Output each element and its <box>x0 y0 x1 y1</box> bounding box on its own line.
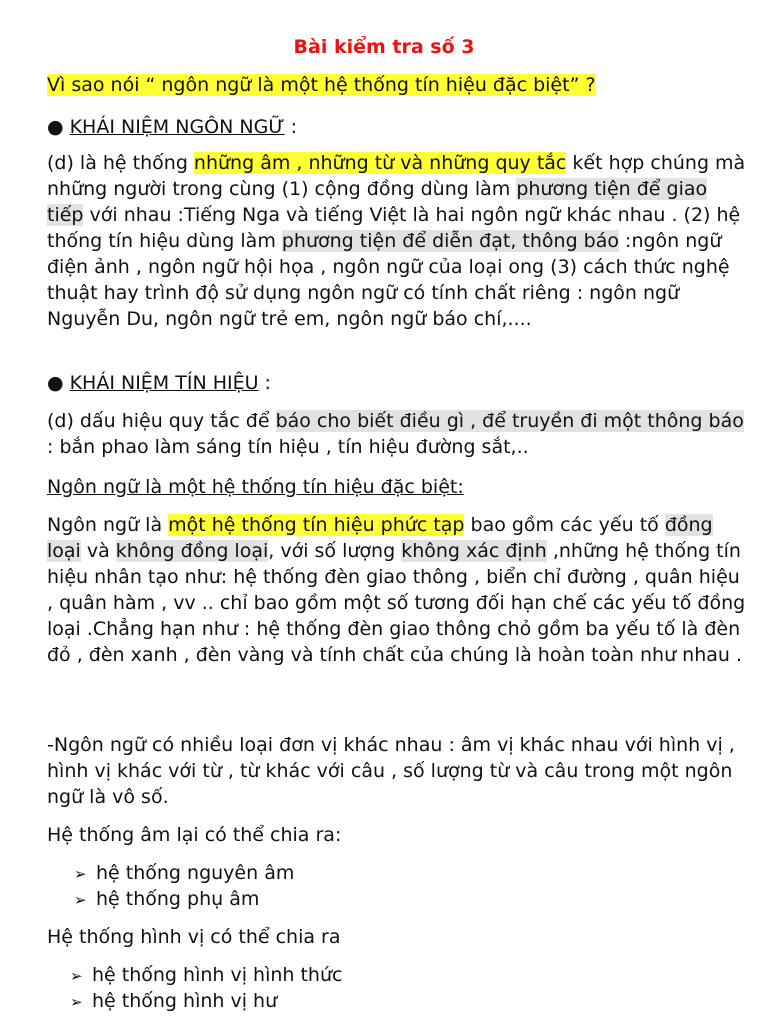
arrow-bullet-icon: ➢ <box>70 967 83 985</box>
arrow-bullet-icon: ➢ <box>74 891 87 909</box>
paragraph-he-thong-hinh-vi: Hệ thống hình vị có thể chia ra <box>47 926 341 948</box>
highlight: những âm , những từ và những quy tắc <box>193 152 567 174</box>
paragraph-dac-biet: Ngôn ngữ là một hệ thống tín hiệu phức tạp bao gồm các yếu tố đồng loại và không đồng loại, với số lượng không xác định ,những hệ thống tín hiệu nhân tạo như: hệ thống đèn giao thông , biển chỉ đường , quân hiệu , quân hàm , vv .. chỉ bao gồm một số tương đối hạn chế các yếu tố đồng loại .Chẳng hạn như : hệ thống đèn giao thông chỏ gồm ba yếu tố là đèn đỏ , đèn xanh , đèn vàng và tính chất của chúng là hoàn toàn như nhau . <box>47 514 746 666</box>
highlight: phương tiện để giao tiếp <box>47 178 708 226</box>
section-heading-tin-hieu: ● KHÁI NIỆM TÍN HIỆU : <box>47 372 271 394</box>
section-heading-ngon-ngu: ● KHÁI NIỆM NGÔN NGỮ : <box>47 116 298 138</box>
paragraph-ngon-ngu: (d) là hệ thống những âm , những từ và những quy tắc kết hợp chúng mà những người trong cùng (1) cộng đồng dùng làm phương tiện để giao tiếp với nhau :Tiếng Nga và tiếng Việt là hai ngôn ngữ khác nhau . (2) hệ thống tín hiệu dùng làm phương tiện để diễn đạt, thông báo :ngôn ngữ điện ảnh , ngôn ngữ hội họa , ngôn ngữ của loại ong (3) cách thức nghệ thuật hay trình độ sử dụng ngôn ngữ có tính chất riêng : ngôn ngữ Nguyễn Du, ngôn ngữ trẻ em, ngôn ngữ báo chí,.... <box>47 152 746 330</box>
bullet-icon: ● <box>47 372 64 394</box>
highlight: báo cho biết điều gì , để truyền đi một thông báo <box>275 410 744 432</box>
paragraph-tin-hieu: (d) dấu hiệu quy tắc để báo cho biết điều gì , để truyền đi một thông báo : bắn phao làm sáng tín hiệu , tín hiệu đường sắt,.. <box>47 410 744 458</box>
highlight: không đồng loại <box>115 540 269 562</box>
document-title: Bài kiểm tra số 3 <box>293 36 475 58</box>
question-text: Vì sao nói “ ngôn ngữ là một hệ thống tín hiệu đặc biệt” ? <box>47 74 596 96</box>
list-item: ➢ hệ thống phụ âm <box>74 886 259 913</box>
list-item: ➢ hệ thống nguyên âm <box>74 860 294 887</box>
highlight: một hệ thống tín hiệu phức tạp <box>168 514 465 536</box>
heading-text: KHÁI NIỆM NGÔN NGỮ <box>69 116 285 138</box>
arrow-bullet-icon: ➢ <box>70 993 83 1011</box>
list-item: ➢ hệ thống hình vị hư <box>70 988 277 1015</box>
list-item: ➢ hệ thống hình vị hình thức <box>70 962 342 989</box>
heading-text: KHÁI NIỆM TÍN HIỆU <box>69 372 259 394</box>
paragraph-he-thong-am: Hệ thống âm lại có thể chia ra: <box>47 824 342 846</box>
heading-text: Ngôn ngữ là một hệ thống tín hiệu đặc biệt: <box>47 476 464 498</box>
paragraph-don-vi: -Ngôn ngữ có nhiều loại đơn vị khác nhau : âm vị khác nhau với hình vị , hình vị khác với từ , từ khác với câu , số lượng từ và câu trong một ngôn ngữ là vô số. <box>47 734 735 808</box>
highlight: đồng loại <box>47 514 713 562</box>
arrow-bullet-icon: ➢ <box>74 865 87 883</box>
highlight: phương tiện để diễn đạt, thông báo <box>281 230 620 252</box>
bullet-icon: ● <box>47 116 64 138</box>
section-heading-dac-biet <box>47 474 747 500</box>
question-line <box>47 72 747 98</box>
highlight: không xác định <box>401 540 547 562</box>
